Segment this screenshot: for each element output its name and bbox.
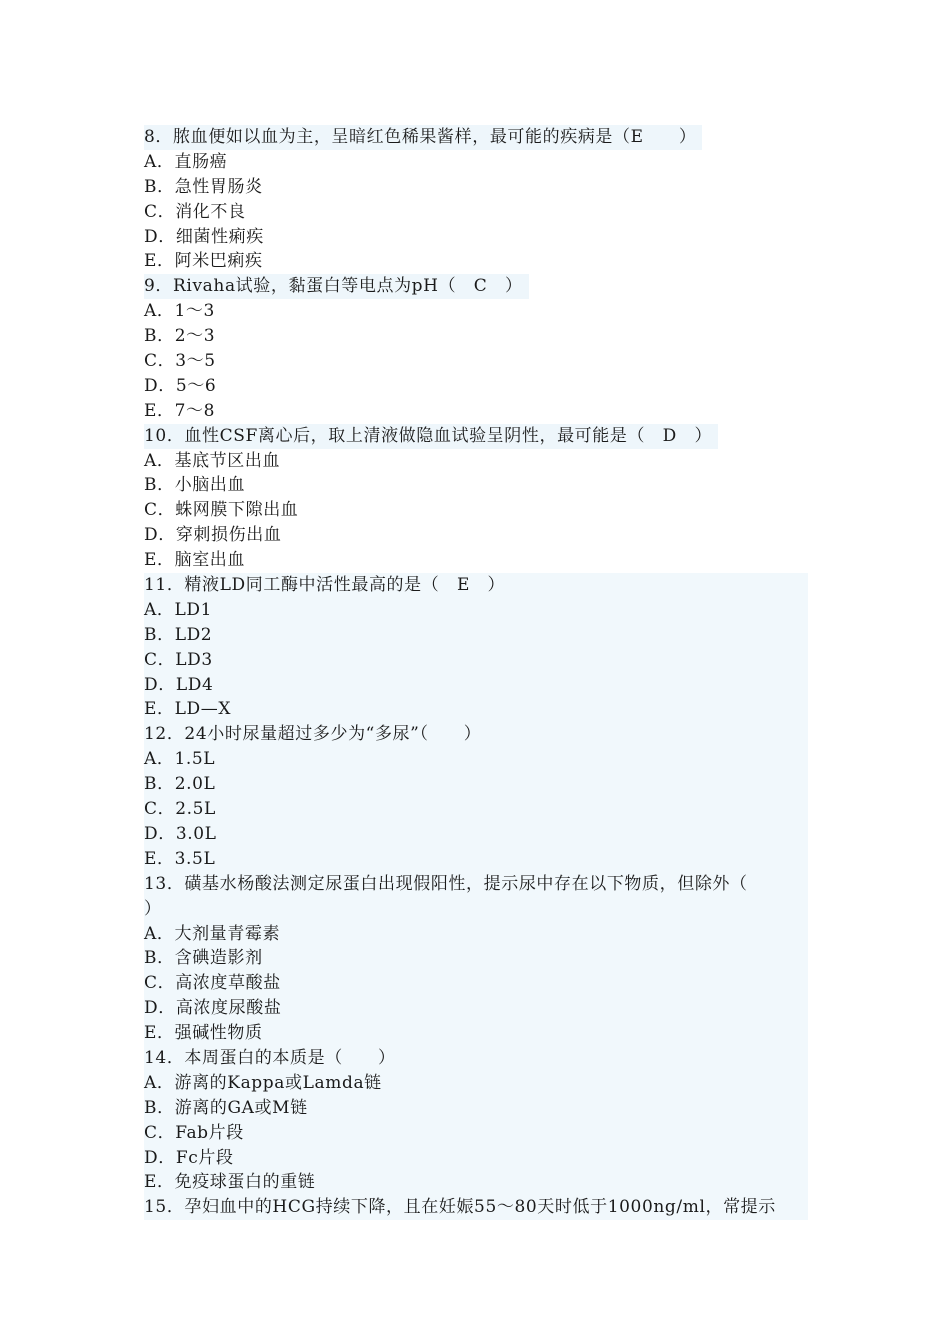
question-12-option-a: A．1.5L xyxy=(144,747,808,772)
question-8-option-b: B．急性胃肠炎 xyxy=(144,176,263,197)
question-8-stem-text: 8．脓血便如以血为主，呈暗红色稀果酱样，最可能的疾病是（E ） xyxy=(144,125,702,150)
question-9-option-b: B．2～3 xyxy=(144,326,216,347)
question-13-stem-line-1: 13．磺基水杨酸法测定尿蛋白出现假阳性，提示尿中存在以下物质，但除外（ xyxy=(144,872,808,897)
question-14-option-b: B．游离的GA或M链 xyxy=(144,1096,808,1121)
question-12-option-b: B．2.0L xyxy=(144,772,808,797)
question-8-option-c: C．消化不良 xyxy=(144,201,246,222)
question-14-option-e: E．免疫球蛋白的重链 xyxy=(144,1170,808,1195)
question-11-option-a: A．LD1 xyxy=(144,598,808,623)
question-9-stem-text: 9．Rivaha试验，黏蛋白等电点为pH（ C ） xyxy=(144,274,529,299)
question-13-option-d: D．高浓度尿酸盐 xyxy=(144,996,808,1021)
question-9-option-d: D．5～6 xyxy=(144,375,217,396)
question-10-option-e: E．脑室出血 xyxy=(144,550,246,571)
question-9-option-c: C．3～5 xyxy=(144,351,216,372)
question-15-stem: 15．孕妇血中的HCG持续下降，且在妊娠55～80天时低于1000ng/ml，常提示 xyxy=(144,1195,808,1220)
question-8-stem xyxy=(144,125,808,150)
question-10-option-a: A．基底节区出血 xyxy=(144,450,281,471)
question-14-option-c: C．Fab片段 xyxy=(144,1121,808,1146)
question-9-stem xyxy=(144,274,808,299)
question-11-option-d: D．LD4 xyxy=(144,673,808,698)
question-14-option-a: A．游离的Kappa或Lamda链 xyxy=(144,1071,808,1096)
question-11-option-e: E．LD—X xyxy=(144,697,808,722)
question-10-option-d: D．穿刺损伤出血 xyxy=(144,525,282,546)
question-10-option-c: C．蛛网膜下隙出血 xyxy=(144,500,299,521)
question-13-option-e: E．强碱性物质 xyxy=(144,1021,808,1046)
question-8-option-d: D．细菌性痢疾 xyxy=(144,226,264,247)
question-9-option-e: E．7～8 xyxy=(144,400,216,421)
question-13-option-b: B．含碘造影剂 xyxy=(144,946,808,971)
tinted-question-block xyxy=(144,573,808,1220)
question-12-option-d: D．3.0L xyxy=(144,822,808,847)
question-9-option-a: A．1～3 xyxy=(144,301,215,322)
question-11-stem: 11．精液LD同工酶中活性最高的是（ E ） xyxy=(144,573,808,598)
question-10-option-b: B．小脑出血 xyxy=(144,475,246,496)
question-8-option-e: E．阿米巴痢疾 xyxy=(144,251,263,272)
question-12-stem: 12．24小时尿量超过多少为“多尿”（ ） xyxy=(144,722,808,747)
question-13-option-c: C．高浓度草酸盐 xyxy=(144,971,808,996)
question-11-option-c: C．LD3 xyxy=(144,648,808,673)
question-14-stem: 14．本周蛋白的本质是（ ） xyxy=(144,1046,808,1071)
question-11-option-b: B．LD2 xyxy=(144,623,808,648)
question-list xyxy=(144,125,808,1220)
question-12-option-c: C．2.5L xyxy=(144,797,808,822)
question-13-option-a: A．大剂量青霉素 xyxy=(144,922,808,947)
question-10-stem xyxy=(144,424,808,449)
question-13-stem-line-2: ） xyxy=(144,897,808,922)
question-12-option-e: E．3.5L xyxy=(144,847,808,872)
question-10-stem-text: 10．血性CSF离心后，取上清液做隐血试验呈阴性，最可能是（ D ） xyxy=(144,424,718,449)
question-14-option-d: D．Fc片段 xyxy=(144,1146,808,1171)
question-8-option-a: A．直肠癌 xyxy=(144,151,228,172)
